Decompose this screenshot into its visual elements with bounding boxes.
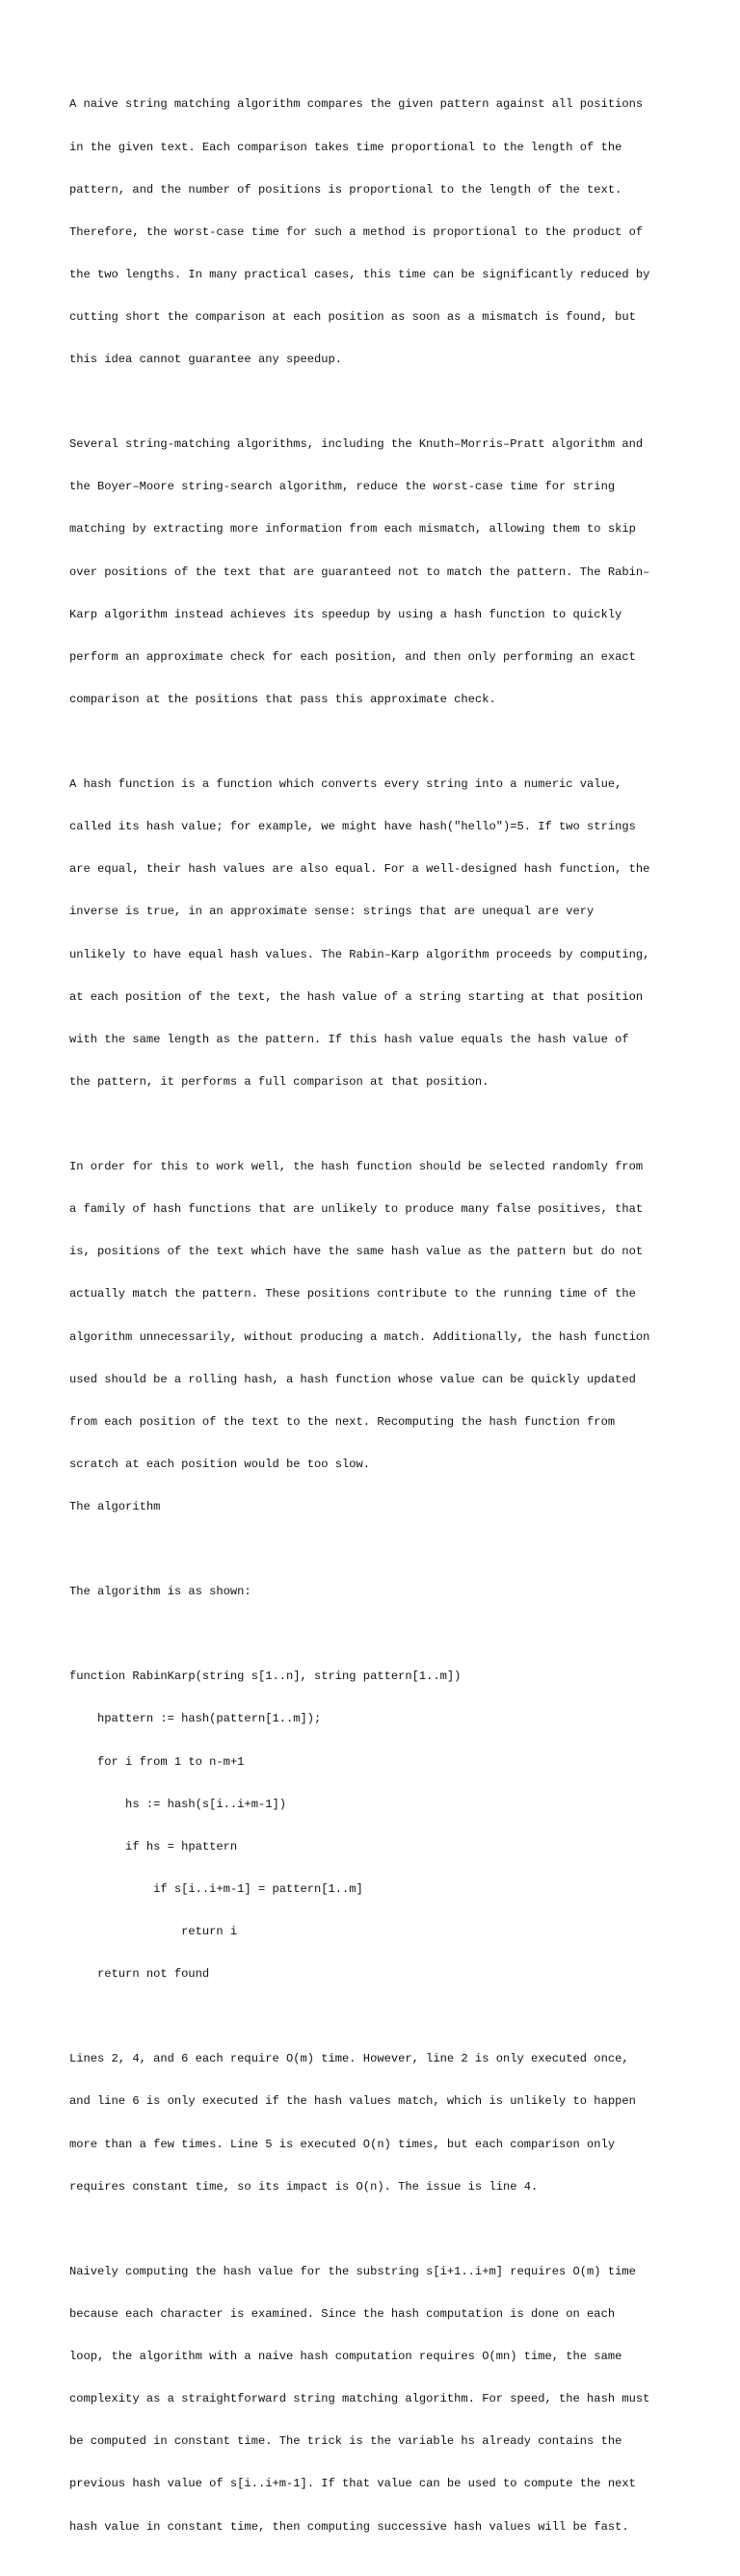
- text-line: are equal, their hash values are also equal. For a well-designed hash function, the: [69, 862, 650, 877]
- text-line: previous hash value of s[i..i+m-1]. If that value can be used to compute the next: [69, 2477, 636, 2491]
- paragraph-hash-function: [69, 749, 686, 1117]
- text-line: because each character is examined. Since the hash computation is done on each: [69, 2306, 616, 2321]
- code-line: function RabinKarp(string s[1..n], string pattern[1..m]): [69, 1669, 462, 1684]
- code-line: for i from 1 to n-m+1: [69, 1754, 245, 1769]
- text-line: hash value in constant time, then computing successive hash values will be fast.: [69, 2519, 629, 2534]
- paragraph-complexity-lines: [69, 2024, 686, 2222]
- code-line: hpattern := hash(pattern[1..m]);: [69, 1712, 322, 1726]
- text-line: in the given text. Each comparison takes time proportional to the length of the: [69, 140, 622, 154]
- text-line: algorithm unnecessarily, without producing a match. Additionally, the hash function: [69, 1329, 650, 1344]
- code-line: hs := hash(s[i..i+m-1]): [69, 1797, 286, 1811]
- paragraph-algorithm-intro: [69, 1557, 686, 1628]
- text-line: the two lengths. In many practical cases, this time can be significantly reduced by: [69, 267, 650, 281]
- paragraph-rolling-hash: [69, 2236, 686, 2562]
- text-line: Karp algorithm instead achieves its speedup by using a hash function to quickly: [69, 607, 622, 621]
- text-line: The algorithm is as shown:: [69, 1585, 251, 1599]
- text-line: A naive string matching algorithm compares the given pattern against all positions: [69, 97, 644, 112]
- code-line: return not found: [69, 1967, 210, 1982]
- text-line: Several string-matching algorithms, including the Knuth–Morris–Pratt algorithm and: [69, 437, 644, 452]
- text-line: actually match the pattern. These positions contribute to the running time of the: [69, 1287, 636, 1301]
- text-line: Therefore, the worst-case time for such a method is proportional to the product of: [69, 224, 644, 239]
- code-line: if hs = hpattern: [69, 1839, 238, 1853]
- text-line: called its hash value; for example, we might have hash("hello")=5. If two strings: [69, 820, 636, 834]
- text-line: the pattern, it performs a full comparison at that position.: [69, 1074, 489, 1089]
- text-line: is, positions of the text which have the same hash value as the pattern but do not: [69, 1245, 644, 1259]
- text-line: scratch at each position would be too slow.: [69, 1457, 371, 1471]
- text-line: pattern, and the number of positions is proportional to the length of the text.: [69, 182, 622, 197]
- document-page: [69, 69, 686, 2576]
- text-line: more than a few times. Line 5 is executed O(n) times, but each comparison only: [69, 2137, 616, 2151]
- text-line: from each position of the text to the next. Recomputing the hash function from: [69, 1414, 616, 1429]
- text-line: unlikely to have equal hash values. The Rabin–Karp algorithm proceeds by computing,: [69, 947, 650, 961]
- text-line: Lines 2, 4, and 6 each require O(m) time. However, line 2 is only executed once,: [69, 2052, 629, 2066]
- text-line: Naively computing the hash value for the substring s[i+1..i+m] requires O(m) time: [69, 2264, 636, 2278]
- text-line: this idea cannot guarantee any speedup.: [69, 353, 343, 367]
- code-line: return i: [69, 1925, 238, 1939]
- text-line: and line 6 is only executed if the hash values match, which is unlikely to happen: [69, 2094, 636, 2109]
- text-line: matching by extracting more information from each mismatch, allowing them to skip: [69, 522, 636, 537]
- text-line: loop, the algorithm with a naive hash computation requires O(mn) time, the same: [69, 2350, 622, 2364]
- section-heading-algorithm: The algorithm: [69, 1499, 161, 1513]
- text-line: inverse is true, in an approximate sense: strings that are unequal are very: [69, 905, 595, 919]
- text-line: used should be a rolling hash, a hash function whose value can be quickly updated: [69, 1372, 636, 1386]
- text-line: at each position of the text, the hash value of a string starting at that position: [69, 989, 644, 1004]
- paragraph-naive-matching: [69, 69, 686, 395]
- text-line: perform an approximate check for each position, and then only performing an exact: [69, 649, 636, 664]
- text-line: requires constant time, so its impact is O(n). The issue is line 4.: [69, 2179, 539, 2194]
- text-line: with the same length as the pattern. If this hash value equals the hash value of: [69, 1032, 629, 1046]
- text-line: a family of hash functions that are unlikely to produce many false positives, that: [69, 1202, 644, 1217]
- text-line: comparison at the positions that pass this approximate check.: [69, 692, 496, 706]
- paragraph-hash-selection: [69, 1132, 686, 1542]
- text-line: In order for this to work well, the hash function should be selected randomly from: [69, 1160, 644, 1174]
- paragraph-other-algorithms: [69, 409, 686, 735]
- code-block-rabin-karp: [69, 1642, 686, 2010]
- text-line: complexity as a straightforward string matching algorithm. For speed, the hash must: [69, 2392, 650, 2406]
- text-line: the Boyer–Moore string-search algorithm, reduce the worst-case time for string: [69, 480, 616, 494]
- text-line: be computed in constant time. The trick is the variable hs already contains the: [69, 2434, 622, 2449]
- text-line: over positions of the text that are guaranteed not to match the pattern. The Rabin–: [69, 565, 650, 579]
- code-line: if s[i..i+m-1] = pattern[1..m]: [69, 1881, 363, 1896]
- text-line: A hash function is a function which converts every string into a numeric value,: [69, 777, 622, 792]
- text-line: cutting short the comparison at each position as soon as a mismatch is found, but: [69, 309, 636, 324]
